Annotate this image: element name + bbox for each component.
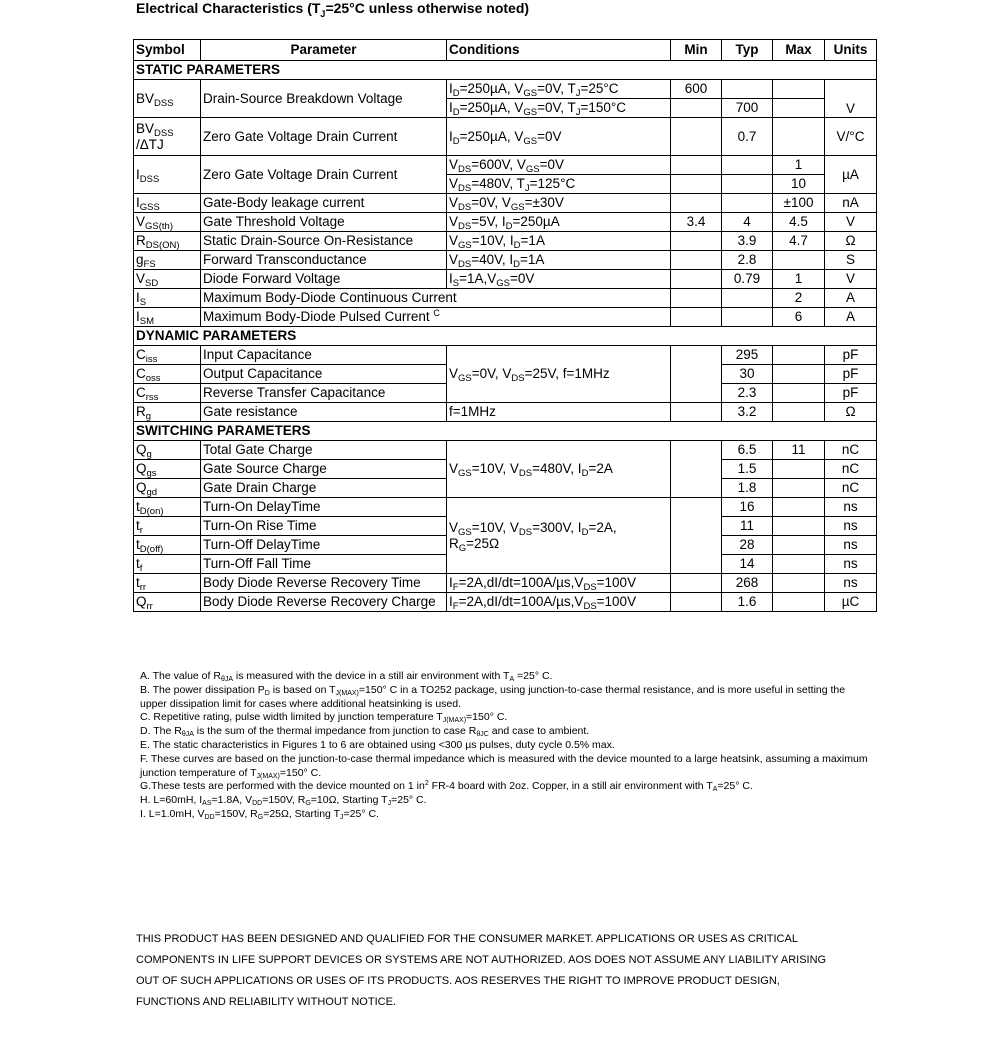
typ-cell: 4	[722, 213, 773, 232]
min-cell	[671, 99, 722, 118]
units-cell: nC	[825, 441, 877, 460]
symbol-cell: $I_S$	[134, 289, 201, 308]
section-title: STATIC PARAMETERS	[134, 61, 877, 80]
condition-cell: f=1MHz	[447, 403, 671, 422]
symbol-cell: $R_g$	[134, 403, 201, 422]
table-row	[134, 251, 877, 270]
max-cell	[773, 346, 825, 365]
min-cell	[671, 346, 722, 403]
header-max: Max	[773, 40, 825, 61]
max-cell	[773, 479, 825, 498]
units-cell: V/°C	[825, 118, 877, 156]
max-cell: 10	[773, 175, 825, 194]
max-cell	[773, 403, 825, 422]
units-cell: ns	[825, 574, 877, 593]
max-cell	[773, 593, 825, 612]
parameter-cell: Gate Source Charge	[201, 460, 447, 479]
symbol-cell: $I_{SM}$	[134, 308, 201, 327]
footnote-b: B. The power dissipation $P_D$ is based on $T_{J(MAX)}=150^\circ$ C in a TO252 package, using junction-to-case thermal resistance, and is more useful in setting the upper dissipation limit for cases where additional heatsinking is used.	[140, 683, 846, 710]
min-cell	[671, 118, 722, 156]
parameter-cell: Turn-Off DelayTime	[201, 536, 447, 555]
header-symbol: Symbol	[134, 40, 201, 61]
typ-cell: 0.7	[722, 118, 773, 156]
table-row	[134, 593, 877, 612]
min-cell	[671, 574, 722, 593]
condition-cell: $V_{GS}=10V$, $I_D=1A$	[447, 232, 671, 251]
max-cell: 1	[773, 156, 825, 175]
units-cell: pF	[825, 346, 877, 365]
symbol-cell: $BV_{DSS}$	[134, 80, 201, 118]
max-cell	[773, 365, 825, 384]
units-cell: V	[825, 270, 877, 289]
table-row	[134, 270, 877, 289]
min-cell	[671, 308, 722, 327]
max-cell: ±100	[773, 194, 825, 213]
condition-cell: $V_{GS}=10V$, $V_{DS}=300V$, $I_D=2A$, $R_G=25\Omega$	[447, 498, 671, 574]
max-cell	[773, 460, 825, 479]
condition-cell: $I_D=250\mu A$, $V_{GS}=0V$, $T_J=25^\circ C$	[447, 80, 671, 99]
min-cell	[671, 289, 722, 308]
max-cell	[773, 517, 825, 536]
units-cell: ns	[825, 517, 877, 536]
symbol-cell: $R_{DS(ON)}$	[134, 232, 201, 251]
disclaimer-line: COMPONENTS IN LIFE SUPPORT DEVICES OR SYSTEMS ARE NOT AUTHORIZED. AOS DOES NOT ASSUME ANY LIABILITY ARISING	[136, 954, 827, 966]
footnote-d: D. The $R_{\theta JA}$ is the sum of the thermal impedance from junction to case $R_{\theta JC}$ and case to ambient.	[140, 725, 590, 739]
parameter-cell: Drain-Source Breakdown Voltage	[201, 80, 447, 118]
units-cell: ns	[825, 555, 877, 574]
footnote-g: G.These tests are performed with the device mounted on 1 $in^2$ FR-4 board with 2oz. Copper, in a still air environment with $T_A=25^\circ$ C.	[140, 780, 753, 794]
condition-cell: $V_{DS}=600V$, $V_{GS}=0V$	[447, 156, 671, 175]
units-cell: nA	[825, 194, 877, 213]
max-cell	[773, 99, 825, 118]
units-cell: nC	[825, 460, 877, 479]
table-row	[134, 498, 877, 517]
min-cell	[671, 270, 722, 289]
max-cell: 2	[773, 289, 825, 308]
disclaimer	[136, 929, 856, 1013]
table-row	[134, 308, 877, 327]
table-row	[134, 194, 877, 213]
symbol-cell: $C_{oss}$	[134, 365, 201, 384]
max-cell	[773, 251, 825, 270]
parameter-cell: Turn-On Rise Time	[201, 517, 447, 536]
symbol-cell: $g_{FS}$	[134, 251, 201, 270]
typ-cell: 16	[722, 498, 773, 517]
section-row-switching	[134, 422, 877, 441]
condition-cell: $V_{DS}=5V$, $I_D=250\mu A$	[447, 213, 671, 232]
symbol-cell: $V_{GS(th)}$	[134, 213, 201, 232]
parameter-cell: Gate Drain Charge	[201, 479, 447, 498]
parameter-cell: Gate resistance	[201, 403, 447, 422]
section-row-dynamic	[134, 327, 877, 346]
typ-cell: 3.2	[722, 403, 773, 422]
parameter-cell: Gate Threshold Voltage	[201, 213, 447, 232]
max-cell	[773, 536, 825, 555]
max-cell	[773, 555, 825, 574]
units-cell: A	[825, 308, 877, 327]
condition-cell: $V_{DS}=40V$, $I_D=1A$	[447, 251, 671, 270]
parameter-cell: Maximum Body-Diode Pulsed Current $^C$	[201, 308, 671, 327]
table-row	[134, 346, 877, 365]
max-cell: 6	[773, 308, 825, 327]
units-cell: S	[825, 251, 877, 270]
symbol-cell: $Q_g$	[134, 441, 201, 460]
header-typ: Typ	[722, 40, 773, 61]
max-cell: 11	[773, 441, 825, 460]
parameter-cell: Output Capacitance	[201, 365, 447, 384]
max-cell	[773, 118, 825, 156]
min-cell	[671, 156, 722, 175]
units-cell: Ω	[825, 403, 877, 422]
condition-cell: $I_D=250\mu A$, $V_{GS}=0V$	[447, 118, 671, 156]
min-cell	[671, 498, 722, 574]
condition-cell: $I_F=2A,dI/dt=100A/\mu s,V_{DS}=100V$	[447, 574, 671, 593]
max-cell	[773, 384, 825, 403]
max-cell	[773, 498, 825, 517]
table-row	[134, 403, 877, 422]
units-cell: V	[825, 80, 877, 118]
units-cell: ns	[825, 498, 877, 517]
typ-cell: 11	[722, 517, 773, 536]
condition-cell: $I_F=2A,dI/dt=100A/\mu s,V_{DS}=100V$	[447, 593, 671, 612]
typ-cell: 295	[722, 346, 773, 365]
typ-cell: 0.79	[722, 270, 773, 289]
section-title: DYNAMIC PARAMETERS	[134, 327, 877, 346]
condition-cell: $V_{DS}=0V$, $V_{GS}=\pm 30V$	[447, 194, 671, 213]
table-row	[134, 80, 877, 99]
symbol-cell: $t_{D(off)}$	[134, 536, 201, 555]
parameter-cell: Gate-Body leakage current	[201, 194, 447, 213]
typ-cell: 1.8	[722, 479, 773, 498]
footnote-h: H. L=60mH, $I_{AS}=1.8A$, $V_{DD}=150V$, $R_G=10\Omega$, Starting $T_J=25^\circ$ C.	[140, 794, 427, 808]
table-row	[134, 289, 877, 308]
typ-cell: 1.5	[722, 460, 773, 479]
table-row	[134, 574, 877, 593]
footnote-c: C. Repetitive rating, pulse width limited by junction temperature $T_{J(MAX)}=150^\circ$ C.	[140, 711, 508, 725]
table-row	[134, 118, 877, 156]
parameter-cell: Static Drain-Source On-Resistance	[201, 232, 447, 251]
symbol-cell: $t_r$	[134, 517, 201, 536]
min-cell	[671, 232, 722, 251]
units-cell: µC	[825, 593, 877, 612]
disclaimer-line: OUT OF SUCH APPLICATIONS OR USES OF ITS PRODUCTS. AOS RESERVES THE RIGHT TO IMPROVE PRODUCT DESIGN,	[136, 975, 780, 987]
table-row	[134, 156, 877, 175]
units-cell: ns	[825, 536, 877, 555]
disclaimer-line: THIS PRODUCT HAS BEEN DESIGNED AND QUALIFIED FOR THE CONSUMER MARKET. APPLICATIONS OR USES AS CRITICAL	[136, 933, 798, 945]
parameter-cell: Turn-Off Fall Time	[201, 555, 447, 574]
min-cell: 3.4	[671, 213, 722, 232]
min-cell	[671, 194, 722, 213]
symbol-cell: $Q_{gd}$	[134, 479, 201, 498]
footnote-f: F. These curves are based on the junction-to-case thermal impedance which is measured with the device mounted to a large heatsink, assuming a maximum junction temperature of $T_{J(MAX)}=150^\circ$ C.	[140, 752, 868, 780]
typ-cell: 2.3	[722, 384, 773, 403]
table-row	[134, 441, 877, 460]
header-units: Units	[825, 40, 877, 61]
typ-cell	[722, 175, 773, 194]
units-cell: pF	[825, 384, 877, 403]
header-min: Min	[671, 40, 722, 61]
condition-cell: $I_S=1A,V_{GS}=0V$	[447, 270, 671, 289]
max-cell	[773, 80, 825, 99]
symbol-cell: $C_{iss}$	[134, 346, 201, 365]
units-cell: Ω	[825, 232, 877, 251]
typ-cell: 3.9	[722, 232, 773, 251]
symbol-cell: $t_f$	[134, 555, 201, 574]
parameter-cell: Body Diode Reverse Recovery Charge	[201, 593, 447, 612]
symbol-cell: $BV_{DSS}$ /ΔTJ	[134, 118, 201, 156]
parameter-cell: Diode Forward Voltage	[201, 270, 447, 289]
min-cell	[671, 441, 722, 498]
symbol-cell: $I_{DSS}$	[134, 156, 201, 194]
parameter-cell: Zero Gate Voltage Drain Current	[201, 118, 447, 156]
parameter-cell: Body Diode Reverse Recovery Time	[201, 574, 447, 593]
min-cell	[671, 593, 722, 612]
typ-cell: 268	[722, 574, 773, 593]
max-cell: 1	[773, 270, 825, 289]
max-cell: 4.5	[773, 213, 825, 232]
typ-cell: 700	[722, 99, 773, 118]
footnote-a: A. The value of $R_{\theta JA}$ is measured with the device in a still air environment with $T_A =25^\circ$ C.	[140, 670, 553, 683]
electrical-characteristics-table	[133, 39, 877, 612]
typ-cell	[722, 156, 773, 175]
parameter-cell: Zero Gate Voltage Drain Current	[201, 156, 447, 194]
symbol-cell: $I_{GSS}$	[134, 194, 201, 213]
condition-cell: $V_{GS}=0V$, $V_{DS}=25V$, f=1MHz	[447, 346, 671, 403]
units-cell: A	[825, 289, 877, 308]
typ-cell	[722, 194, 773, 213]
parameter-cell: Forward Transconductance	[201, 251, 447, 270]
table-header-row	[134, 40, 877, 61]
header-parameter: Parameter	[201, 40, 447, 61]
min-cell: 600	[671, 80, 722, 99]
section-row-static	[134, 61, 877, 80]
parameter-cell: Maximum Body-Diode Continuous Current	[201, 289, 671, 308]
parameter-cell: Input Capacitance	[201, 346, 447, 365]
condition-cell: $V_{GS}=10V$, $V_{DS}=480V$, $I_D=2A$	[447, 441, 671, 498]
typ-cell: 28	[722, 536, 773, 555]
footnote-e: E. The static characteristics in Figures 1 to 6 are obtained using <300 µs pulses, duty cycle 0.5% max.	[140, 738, 615, 751]
units-cell: nC	[825, 479, 877, 498]
symbol-cell: $C_{rss}$	[134, 384, 201, 403]
min-cell	[671, 403, 722, 422]
table-row	[134, 213, 877, 232]
symbol-cell: $Q_{gs}$	[134, 460, 201, 479]
footnotes	[140, 670, 870, 822]
symbol-cell: $t_{rr}$	[134, 574, 201, 593]
symbol-cell: $V_{SD}$	[134, 270, 201, 289]
min-cell	[671, 251, 722, 270]
parameter-cell: Reverse Transfer Capacitance	[201, 384, 447, 403]
typ-cell: 14	[722, 555, 773, 574]
symbol-cell: $t_{D(on)}$	[134, 498, 201, 517]
typ-cell: 1.6	[722, 593, 773, 612]
units-cell: µA	[825, 156, 877, 194]
footnote-i: I. L=1.0mH, $V_{DD}=150V$, $R_G=25\Omega$, Starting $T_J=25^\circ$ C.	[140, 807, 379, 821]
parameter-cell: Total Gate Charge	[201, 441, 447, 460]
header-conditions: Conditions	[447, 40, 671, 61]
typ-cell: 6.5	[722, 441, 773, 460]
max-cell: 4.7	[773, 232, 825, 251]
min-cell	[671, 175, 722, 194]
typ-cell	[722, 289, 773, 308]
condition-cell: $I_D=250\mu A$, $V_{GS}=0V$, $T_J=150^\circ C$	[447, 99, 671, 118]
page-title: Electrical Characteristics ($T_J=25^\circ C$ unless otherwise noted)	[136, 0, 530, 19]
parameter-cell: Turn-On DelayTime	[201, 498, 447, 517]
section-title: SWITCHING PARAMETERS	[134, 422, 877, 441]
table-row	[134, 232, 877, 251]
typ-cell	[722, 80, 773, 99]
units-cell: V	[825, 213, 877, 232]
disclaimer-line: FUNCTIONS AND RELIABILITY WITHOUT NOTICE.	[136, 996, 396, 1008]
symbol-cell: $Q_{rr}$	[134, 593, 201, 612]
units-cell: pF	[825, 365, 877, 384]
max-cell	[773, 574, 825, 593]
typ-cell	[722, 308, 773, 327]
typ-cell: 30	[722, 365, 773, 384]
typ-cell: 2.8	[722, 251, 773, 270]
condition-cell: $V_{DS}=480V$, $T_J=125^\circ C$	[447, 175, 671, 194]
